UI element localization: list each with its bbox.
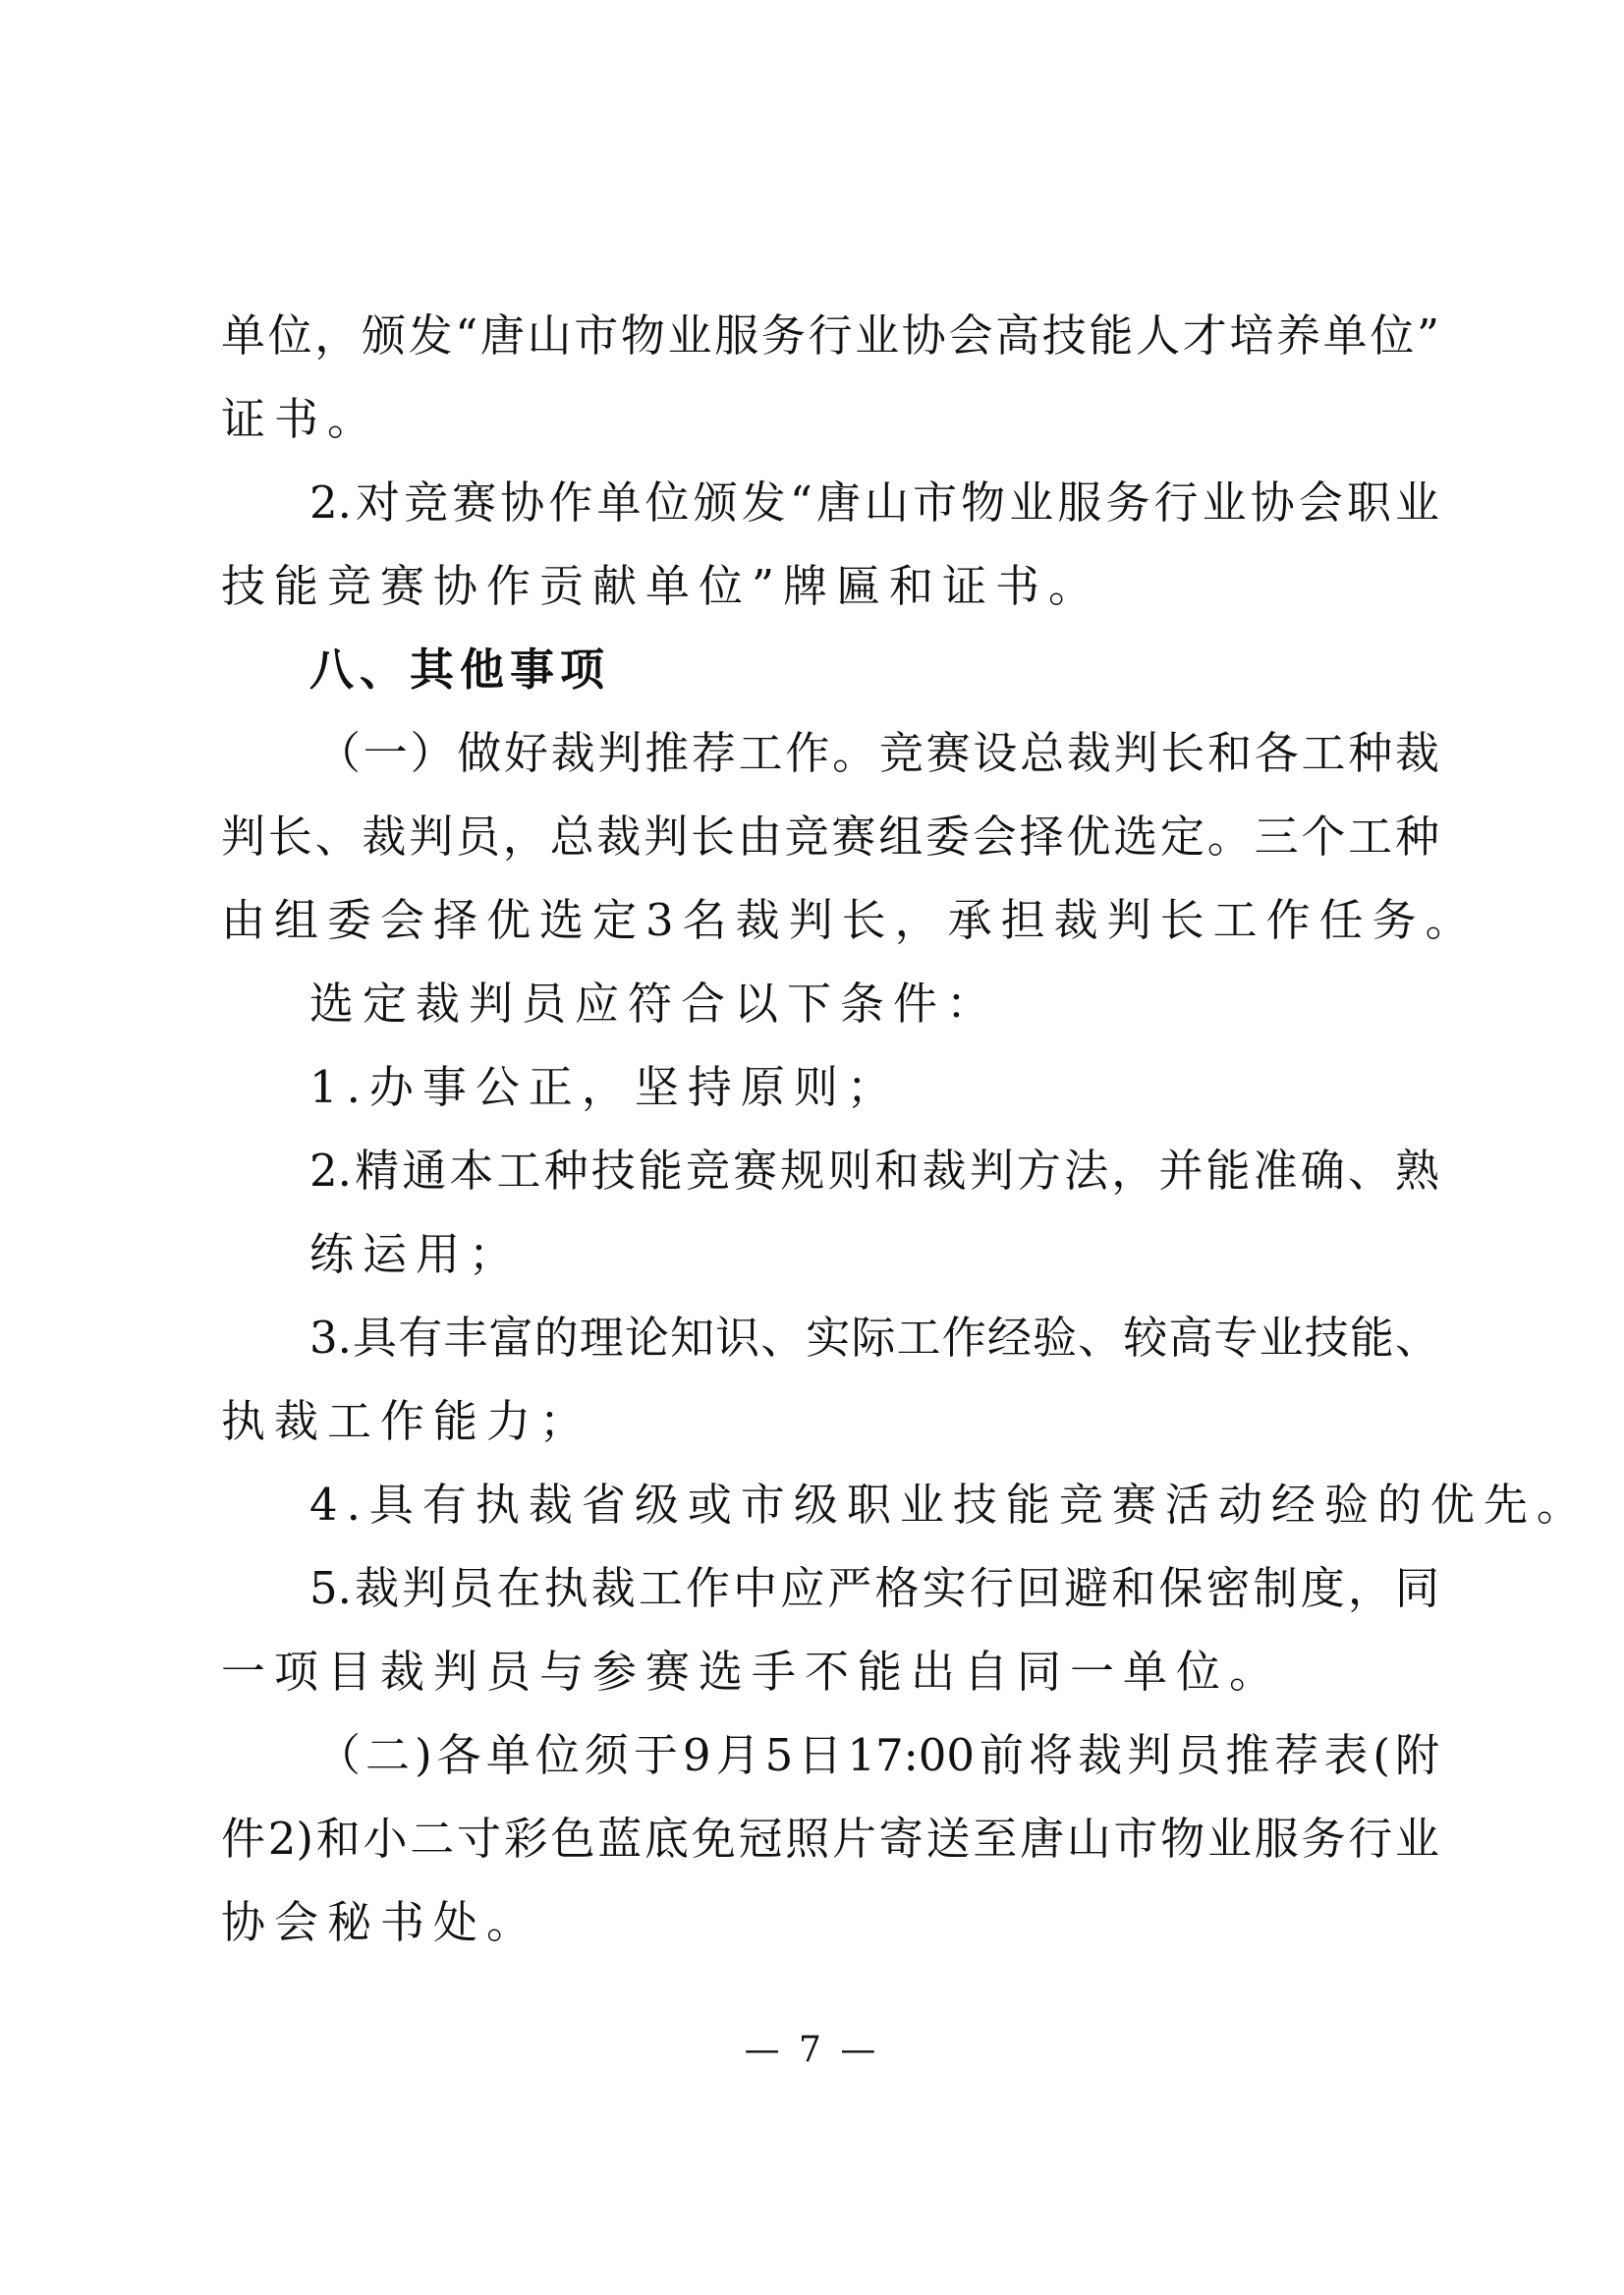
body-text-line: 技能竞赛协作贡献单位”牌匾和证书。 xyxy=(221,560,1102,612)
page-number: — 7 — xyxy=(744,2030,880,2070)
body-text-line: 由组委会择优选定3名裁判长，承担裁判长工作任务。 xyxy=(221,894,1479,946)
body-text-line: 证书。 xyxy=(221,393,381,445)
list-item: 3.具有丰富的理论知识、实际工作经验、较高专业技能、 xyxy=(309,1312,1439,1364)
body-text-line: 单位，颁发“唐山市物业服务行业协会高技能人才培养单位” xyxy=(221,309,1439,362)
list-item-continuation: 执裁工作能力； xyxy=(221,1395,593,1447)
body-text-line: 判长、裁判员，总裁判长由竞赛组委会择优选定。三个工种 xyxy=(221,811,1439,863)
list-item-continuation: 一项目裁判员与参赛选手不能出自同一单位。 xyxy=(221,1646,1283,1698)
list-item: 4.具有执裁省级或市级职业技能竞赛活动经验的优先。 xyxy=(309,1479,1590,1531)
list-item: 2.精通本工种技能竞赛规则和裁判方法，并能准确、熟 xyxy=(309,1145,1439,1197)
section-heading: 八、其他事项 xyxy=(309,644,611,696)
body-text-line: 协会秘书处。 xyxy=(221,1896,540,1948)
body-text-line: 件2)和小二寸彩色蓝底免冠照片寄送至唐山市物业服务行业 xyxy=(221,1813,1439,1865)
body-text-line: （一）做好裁判推荐工作。竞赛设总裁判长和各工种裁 xyxy=(316,727,1439,779)
body-text-line: 2.对竞赛协作单位颁发“唐山市物业服务行业协会职业 xyxy=(309,476,1439,529)
list-item: 5.裁判员在执裁工作中应严格实行回避和保密制度，同 xyxy=(309,1562,1439,1614)
body-text-line: 选定裁判员应符合以下条件： xyxy=(309,978,1000,1030)
list-item: 1.办事公正，坚持原则； xyxy=(309,1061,900,1113)
list-item-continuation: 练运用； xyxy=(309,1228,523,1280)
body-text-line: （二)各单位须于9月5日17:00前将裁判员推荐表(附 xyxy=(316,1729,1439,1781)
